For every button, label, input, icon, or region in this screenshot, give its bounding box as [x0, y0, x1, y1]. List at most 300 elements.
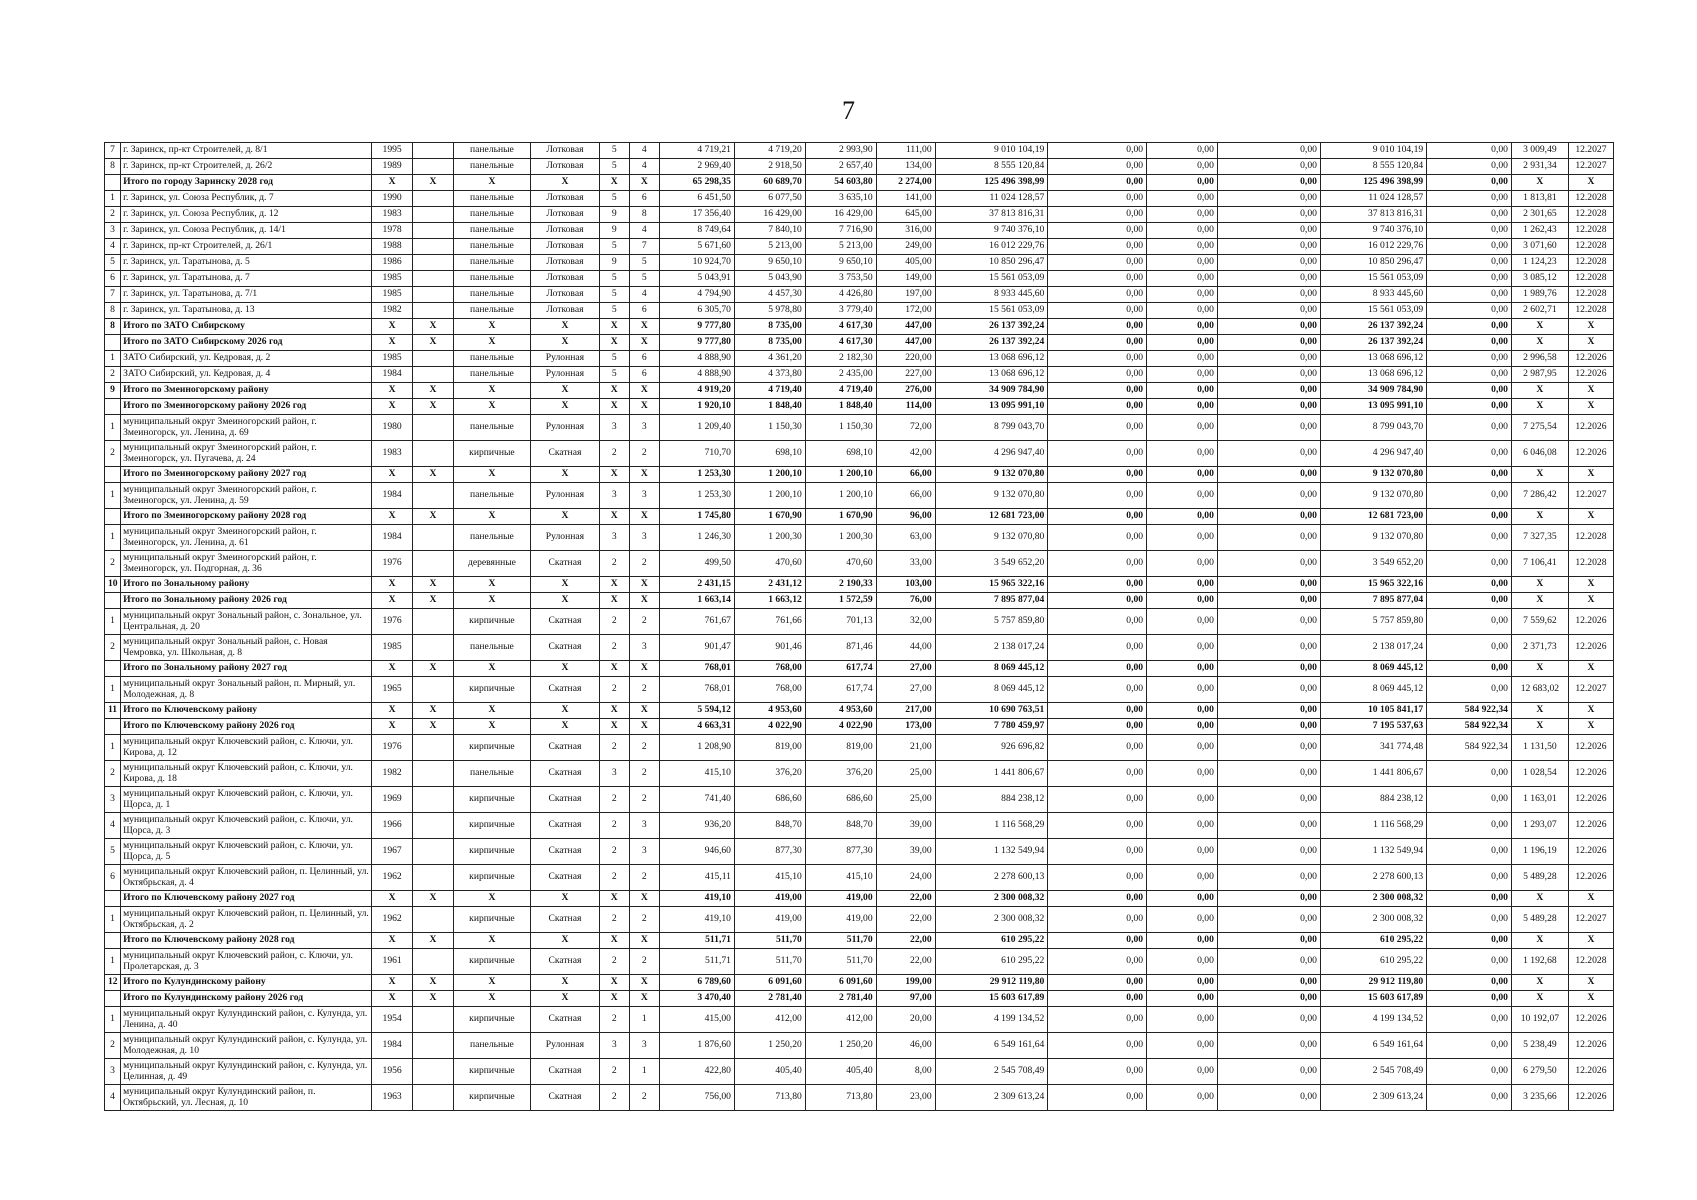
table-cell: 6 789,60: [659, 975, 734, 991]
housing-repair-table: [104, 142, 1614, 1111]
table-cell: 4 199 134,52: [935, 1007, 1048, 1033]
table-row: [105, 239, 1614, 255]
table-cell: 0,00: [1048, 907, 1147, 933]
table-cell: панельные: [453, 159, 530, 175]
table-cell: [105, 891, 121, 907]
table-row: [105, 1059, 1614, 1085]
table-cell: 12.2026: [1568, 415, 1613, 441]
subtotal-row: [105, 383, 1614, 399]
table-cell: 617,74: [805, 661, 876, 677]
table-cell: 4 888,90: [659, 351, 734, 367]
table-cell: 65 298,35: [659, 175, 734, 191]
table-cell: 584 922,34: [1427, 719, 1512, 735]
table-cell: 15 561 053,09: [1320, 303, 1426, 319]
table-cell: X: [599, 577, 629, 593]
table-cell: 1976: [372, 609, 413, 635]
table-cell: 0,00: [1048, 255, 1147, 271]
table-cell: 0,00: [1217, 303, 1320, 319]
table-cell: X: [413, 335, 454, 351]
table-cell: 511,70: [734, 933, 805, 949]
table-cell: 0,00: [1217, 609, 1320, 635]
table-cell: 12.2026: [1568, 635, 1613, 661]
table-cell: 1 208,90: [659, 735, 734, 761]
table-cell: 2: [599, 677, 629, 703]
table-cell: 1961: [372, 949, 413, 975]
table-cell: 0,00: [1147, 175, 1218, 191]
table-cell: 2: [629, 907, 659, 933]
table-cell: 2 931,34: [1511, 159, 1568, 175]
table-cell: 4 719,40: [734, 383, 805, 399]
table-cell: 2: [105, 367, 121, 383]
table-cell: [413, 483, 454, 509]
table-row: [105, 351, 1614, 367]
table-cell: 419,00: [734, 907, 805, 933]
table-cell: 114,00: [876, 399, 935, 415]
table-cell: 7: [105, 143, 121, 159]
table-cell: Скатная: [531, 949, 600, 975]
table-cell: 447,00: [876, 335, 935, 351]
table-cell: 8,00: [876, 1059, 935, 1085]
table-cell: 926 696,82: [935, 735, 1048, 761]
table-cell: 7 780 459,97: [935, 719, 1048, 735]
table-cell: 0,00: [1048, 813, 1147, 839]
address-cell: г. Заринск, пр-кт Строителей, д. 26/1: [121, 239, 372, 255]
table-cell: 0,00: [1217, 991, 1320, 1007]
table-cell: 4: [629, 159, 659, 175]
table-cell: панельные: [453, 271, 530, 287]
table-cell: 0,00: [1147, 577, 1218, 593]
table-cell: X: [372, 335, 413, 351]
table-cell: Скатная: [531, 1085, 600, 1111]
table-cell: 2: [105, 441, 121, 467]
table-cell: 16 012 229,76: [1320, 239, 1426, 255]
table-cell: 2: [105, 1033, 121, 1059]
table-cell: 376,20: [805, 761, 876, 787]
table-cell: 10 924,70: [659, 255, 734, 271]
table-cell: X: [629, 577, 659, 593]
table-cell: 6 451,50: [659, 191, 734, 207]
table-cell: Рулонная: [531, 367, 600, 383]
table-body: [105, 143, 1614, 1111]
address-cell: муниципальный округ Зональный район, с. Зональное, ул. Центральная, д. 20: [121, 609, 372, 635]
table-cell: X: [531, 319, 600, 335]
table-cell: панельные: [453, 255, 530, 271]
table-cell: 877,30: [805, 839, 876, 865]
address-cell: Итого по Кулундинскому району 2026 год: [121, 991, 372, 1007]
table-cell: 4 794,90: [659, 287, 734, 303]
table-cell: 4 296 947,40: [1320, 441, 1426, 467]
table-cell: 1984: [372, 367, 413, 383]
table-cell: X: [531, 335, 600, 351]
table-cell: 0,00: [1427, 1033, 1512, 1059]
table-cell: 0,00: [1147, 787, 1218, 813]
table-cell: 8: [105, 303, 121, 319]
table-cell: 11 024 128,57: [935, 191, 1048, 207]
table-cell: 76,00: [876, 593, 935, 609]
table-cell: 4 663,31: [659, 719, 734, 735]
table-cell: Лотковая: [531, 303, 600, 319]
table-cell: 9 777,80: [659, 335, 734, 351]
table-cell: 12.2026: [1568, 839, 1613, 865]
table-cell: 1 745,80: [659, 509, 734, 525]
table-cell: 29 912 119,80: [1320, 975, 1426, 991]
table-cell: 0,00: [1048, 399, 1147, 415]
table-cell: 741,40: [659, 787, 734, 813]
table-cell: 8: [629, 207, 659, 223]
table-cell: 2: [599, 1007, 629, 1033]
table-cell: [413, 351, 454, 367]
table-cell: 4: [105, 1085, 121, 1111]
table-cell: 32,00: [876, 609, 935, 635]
table-cell: 8 069 445,12: [935, 677, 1048, 703]
address-cell: муниципальный округ Ключевский район, с. Ключи, ул. Кирова, д. 12: [121, 735, 372, 761]
table-cell: 5 671,60: [659, 239, 734, 255]
table-cell: 3: [599, 761, 629, 787]
table-cell: Скатная: [531, 761, 600, 787]
table-cell: X: [453, 703, 530, 719]
table-cell: 1 262,43: [1511, 223, 1568, 239]
table-row: [105, 949, 1614, 975]
table-cell: X: [413, 319, 454, 335]
subtotal-row: [105, 661, 1614, 677]
table-cell: 698,10: [805, 441, 876, 467]
table-cell: 511,70: [805, 933, 876, 949]
table-cell: 0,00: [1427, 223, 1512, 239]
table-cell: 12.2028: [1568, 287, 1613, 303]
table-cell: Скатная: [531, 787, 600, 813]
table-cell: X: [413, 467, 454, 483]
table-cell: 46,00: [876, 1033, 935, 1059]
table-cell: 0,00: [1427, 577, 1512, 593]
table-cell: 0,00: [1048, 467, 1147, 483]
table-cell: 3 009,49: [1511, 143, 1568, 159]
table-cell: 419,00: [805, 891, 876, 907]
table-cell: панельные: [453, 525, 530, 551]
table-cell: 10 850 296,47: [935, 255, 1048, 271]
table-cell: 2 300 008,32: [935, 891, 1048, 907]
table-cell: 768,01: [659, 677, 734, 703]
table-cell: X: [599, 593, 629, 609]
table-cell: кирпичные: [453, 1085, 530, 1111]
table-cell: 7: [105, 287, 121, 303]
table-cell: X: [599, 335, 629, 351]
table-cell: 2: [599, 1085, 629, 1111]
address-cell: ЗАТО Сибирский, ул. Кедровая, д. 2: [121, 351, 372, 367]
table-cell: 4 919,20: [659, 383, 734, 399]
table-cell: 3: [629, 813, 659, 839]
table-cell: 415,11: [659, 865, 734, 891]
table-cell: 9: [105, 383, 121, 399]
table-cell: 0,00: [1048, 415, 1147, 441]
table-cell: 2: [629, 1085, 659, 1111]
table-cell: Скатная: [531, 441, 600, 467]
table-cell: X: [1568, 399, 1613, 415]
address-cell: муниципальный округ Змеиногорский район, г. Змеиногорск, ул. Пугачева, д. 24: [121, 441, 372, 467]
table-cell: X: [599, 467, 629, 483]
table-cell: 1 192,68: [1511, 949, 1568, 975]
table-cell: 63,00: [876, 525, 935, 551]
table-cell: 0,00: [1048, 159, 1147, 175]
table-cell: 1954: [372, 1007, 413, 1033]
table-cell: X: [1568, 991, 1613, 1007]
table-cell: 3 779,40: [805, 303, 876, 319]
table-cell: X: [599, 991, 629, 1007]
subtotal-row: [105, 399, 1614, 415]
table-cell: 4 296 947,40: [935, 441, 1048, 467]
table-cell: 6 091,60: [734, 975, 805, 991]
table-cell: 2: [629, 949, 659, 975]
table-cell: 217,00: [876, 703, 935, 719]
address-cell: Итого по Змеиногорскому району 2026 год: [121, 399, 372, 415]
table-row: [105, 303, 1614, 319]
address-cell: г. Заринск, ул. Таратынова, д. 13: [121, 303, 372, 319]
table-cell: X: [372, 319, 413, 335]
table-cell: [413, 191, 454, 207]
address-cell: г. Заринск, ул. Таратынова, д. 7/1: [121, 287, 372, 303]
table-cell: 415,10: [659, 761, 734, 787]
table-cell: 0,00: [1217, 367, 1320, 383]
table-cell: X: [531, 467, 600, 483]
table-cell: [105, 175, 121, 191]
table-cell: 6 279,50: [1511, 1059, 1568, 1085]
table-cell: X: [531, 975, 600, 991]
table-cell: 884 238,12: [935, 787, 1048, 813]
table-cell: X: [1568, 719, 1613, 735]
table-cell: 376,20: [734, 761, 805, 787]
table-cell: X: [453, 975, 530, 991]
table-cell: X: [413, 383, 454, 399]
table-cell: X: [453, 991, 530, 1007]
table-cell: 4 022,90: [734, 719, 805, 735]
table-cell: 13 068 696,12: [1320, 367, 1426, 383]
table-cell: 0,00: [1427, 319, 1512, 335]
table-cell: X: [1511, 933, 1568, 949]
table-cell: X: [531, 719, 600, 735]
table-cell: 25,00: [876, 787, 935, 813]
table-cell: Лотковая: [531, 287, 600, 303]
table-cell: Лотковая: [531, 255, 600, 271]
address-cell: Итого по Змеиногорскому району: [121, 383, 372, 399]
table-cell: X: [629, 319, 659, 335]
table-cell: 1990: [372, 191, 413, 207]
table-cell: 698,10: [734, 441, 805, 467]
table-cell: Лотковая: [531, 239, 600, 255]
table-cell: 5 043,91: [659, 271, 734, 287]
table-cell: 4 888,90: [659, 367, 734, 383]
table-cell: [413, 865, 454, 891]
table-cell: X: [629, 975, 659, 991]
table-cell: 0,00: [1427, 609, 1512, 635]
table-cell: 0,00: [1048, 891, 1147, 907]
table-cell: 415,10: [805, 865, 876, 891]
table-cell: 0,00: [1147, 907, 1218, 933]
table-cell: 405,00: [876, 255, 935, 271]
table-cell: 617,74: [805, 677, 876, 703]
table-cell: 2 278 600,13: [1320, 865, 1426, 891]
table-row: [105, 907, 1614, 933]
table-cell: [105, 509, 121, 525]
table-cell: 2 781,40: [805, 991, 876, 1007]
table-cell: X: [1511, 383, 1568, 399]
table-cell: 0,00: [1427, 239, 1512, 255]
table-cell: X: [1511, 335, 1568, 351]
table-cell: 419,00: [805, 907, 876, 933]
table-cell: 16 429,00: [805, 207, 876, 223]
table-row: [105, 865, 1614, 891]
table-cell: 2: [105, 207, 121, 223]
table-cell: 0,00: [1048, 207, 1147, 223]
table-cell: 12.2028: [1568, 525, 1613, 551]
table-cell: Скатная: [531, 907, 600, 933]
table-cell: 2 969,40: [659, 159, 734, 175]
table-cell: 0,00: [1048, 661, 1147, 677]
table-row: [105, 143, 1614, 159]
table-row: [105, 1085, 1614, 1111]
table-cell: кирпичные: [453, 441, 530, 467]
table-cell: 26 137 392,24: [935, 335, 1048, 351]
table-cell: 6 549 161,64: [935, 1033, 1048, 1059]
table-cell: [413, 735, 454, 761]
table-cell: 419,00: [734, 891, 805, 907]
table-cell: 0,00: [1048, 175, 1147, 191]
table-row: [105, 813, 1614, 839]
table-cell: 0,00: [1217, 551, 1320, 577]
table-cell: 1956: [372, 1059, 413, 1085]
table-row: [105, 525, 1614, 551]
table-cell: 0,00: [1147, 399, 1218, 415]
table-cell: 12.2028: [1568, 303, 1613, 319]
table-cell: 8 799 043,70: [935, 415, 1048, 441]
table-cell: X: [629, 891, 659, 907]
table-cell: 12.2026: [1568, 865, 1613, 891]
table-cell: 7 895 877,04: [935, 593, 1048, 609]
table-cell: X: [453, 399, 530, 415]
table-cell: 1982: [372, 761, 413, 787]
table-cell: Скатная: [531, 551, 600, 577]
table-cell: 0,00: [1217, 207, 1320, 223]
address-cell: муниципальный округ Зональный район, с. Новая Чемровка, ул. Школьная, д. 8: [121, 635, 372, 661]
table-cell: 0,00: [1147, 593, 1218, 609]
table-cell: 3 549 652,20: [935, 551, 1048, 577]
table-cell: [413, 813, 454, 839]
table-cell: 0,00: [1217, 975, 1320, 991]
table-cell: 2 918,50: [734, 159, 805, 175]
table-cell: 15 965 322,16: [1320, 577, 1426, 593]
table-cell: 2: [105, 551, 121, 577]
table-cell: 7 195 537,63: [1320, 719, 1426, 735]
table-cell: 2 138 017,24: [935, 635, 1048, 661]
table-cell: 1985: [372, 271, 413, 287]
table-cell: 4 022,90: [805, 719, 876, 735]
table-cell: 1 200,30: [805, 525, 876, 551]
table-cell: 173,00: [876, 719, 935, 735]
table-cell: 1 163,01: [1511, 787, 1568, 813]
table-cell: 3: [629, 483, 659, 509]
table-cell: X: [599, 383, 629, 399]
table-cell: 0,00: [1048, 593, 1147, 609]
table-cell: 220,00: [876, 351, 935, 367]
subtotal-row: [105, 719, 1614, 735]
table-cell: 0,00: [1147, 635, 1218, 661]
address-cell: муниципальный округ Ключевский район, с. Ключи, ул. Пролетарская, д. 3: [121, 949, 372, 975]
table-cell: панельные: [453, 483, 530, 509]
table-cell: 412,00: [734, 1007, 805, 1033]
table-cell: 1 920,10: [659, 399, 734, 415]
table-cell: 761,66: [734, 609, 805, 635]
table-cell: 9: [599, 255, 629, 271]
table-cell: 15 603 617,89: [1320, 991, 1426, 1007]
table-cell: 1: [105, 609, 121, 635]
table-cell: 0,00: [1147, 159, 1218, 175]
table-cell: X: [1511, 509, 1568, 525]
table-cell: 0,00: [1217, 1033, 1320, 1059]
table-cell: X: [372, 661, 413, 677]
table-cell: X: [453, 175, 530, 191]
address-cell: Итого по Ключевскому району: [121, 703, 372, 719]
table-cell: 4 361,20: [734, 351, 805, 367]
table-cell: 9 132 070,80: [935, 525, 1048, 551]
table-cell: 1989: [372, 159, 413, 175]
table-cell: 0,00: [1147, 143, 1218, 159]
table-cell: 1 150,30: [805, 415, 876, 441]
table-cell: X: [629, 335, 659, 351]
table-cell: Лотковая: [531, 159, 600, 175]
table-cell: 42,00: [876, 441, 935, 467]
table-cell: 10 192,07: [1511, 1007, 1568, 1033]
table-cell: 412,00: [805, 1007, 876, 1033]
table-cell: Скатная: [531, 813, 600, 839]
table-cell: 9 132 070,80: [1320, 467, 1426, 483]
table-cell: 0,00: [1427, 677, 1512, 703]
table-cell: X: [1568, 335, 1613, 351]
table-cell: 0,00: [1147, 719, 1218, 735]
table-cell: 12.2026: [1568, 441, 1613, 467]
subtotal-row: [105, 933, 1614, 949]
table-cell: 2 182,30: [805, 351, 876, 367]
table-cell: 3: [629, 525, 659, 551]
address-cell: муниципальный округ Зональный район, п. Мирный, ул. Молодежная, д. 8: [121, 677, 372, 703]
table-cell: X: [599, 175, 629, 191]
table-cell: X: [453, 577, 530, 593]
table-cell: 1 253,30: [659, 467, 734, 483]
table-cell: 1 670,90: [734, 509, 805, 525]
table-cell: 1: [105, 735, 121, 761]
address-cell: муниципальный округ Змеиногорский район, г. Змеиногорск, ул. Ленина, д. 59: [121, 483, 372, 509]
table-cell: 97,00: [876, 991, 935, 1007]
table-cell: X: [372, 593, 413, 609]
table-cell: X: [531, 383, 600, 399]
table-cell: 9 650,10: [805, 255, 876, 271]
table-cell: 4 457,30: [734, 287, 805, 303]
table-cell: [413, 287, 454, 303]
table-cell: X: [413, 703, 454, 719]
table-cell: 5: [629, 271, 659, 287]
table-cell: Лотковая: [531, 223, 600, 239]
address-cell: Итого по Зональному району 2026 год: [121, 593, 372, 609]
table-cell: 5: [599, 367, 629, 383]
table-cell: 0,00: [1427, 367, 1512, 383]
table-cell: панельные: [453, 367, 530, 383]
table-cell: 6: [105, 271, 121, 287]
table-cell: [105, 933, 121, 949]
table-cell: 768,00: [734, 661, 805, 677]
table-cell: 4 426,80: [805, 287, 876, 303]
table-cell: 8: [105, 319, 121, 335]
table-cell: X: [599, 891, 629, 907]
table-cell: 1 116 568,29: [935, 813, 1048, 839]
table-cell: 0,00: [1427, 255, 1512, 271]
table-cell: 405,40: [805, 1059, 876, 1085]
